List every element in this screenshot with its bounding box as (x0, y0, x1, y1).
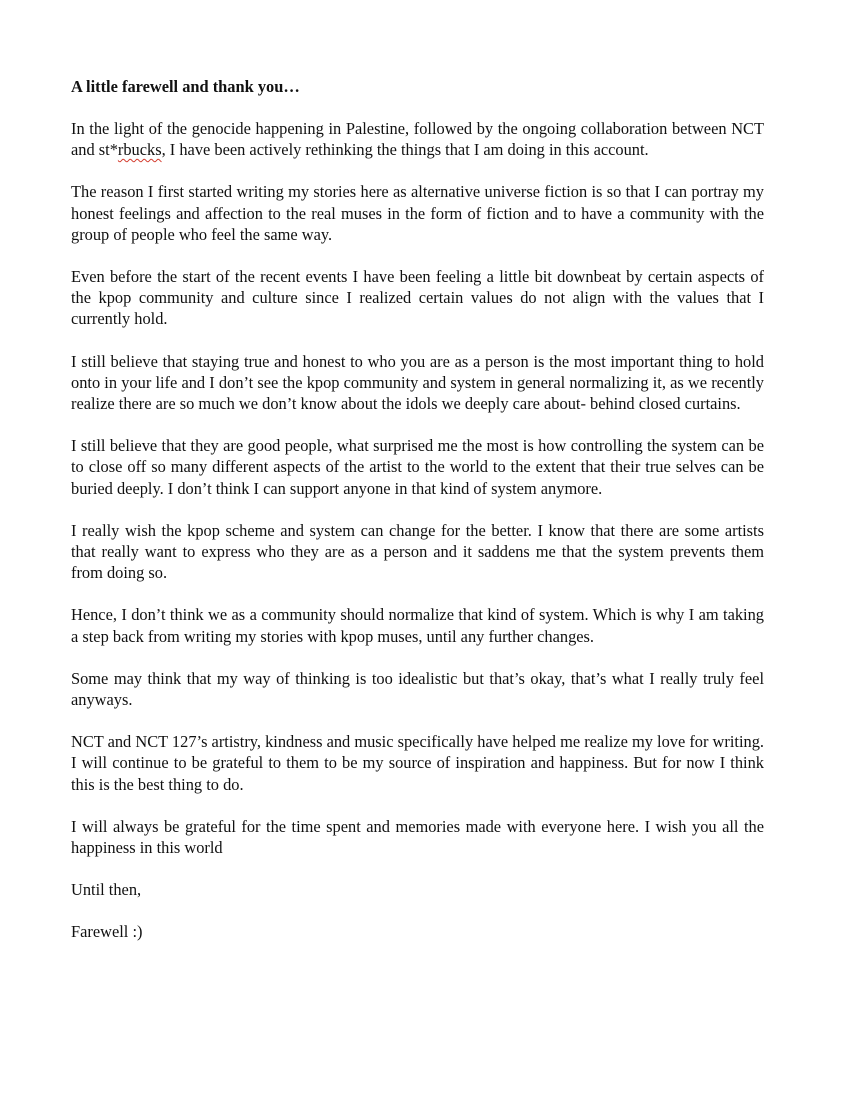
paragraph-9: NCT and NCT 127’s artistry, kindness and music specifically have helped me realize my love for writing. I will continue to be grateful to them to be my source of inspiration and happiness. But for now I think this is the best thing to do. (71, 732, 764, 794)
closing-line: Until then, (71, 880, 142, 900)
paragraph-2: The reason I first started writing my stories here as alternative universe fiction is so that I can portray my honest feelings and affection to the real muses in the form of fiction and to have a community with the group of people who feel the same way. (71, 182, 764, 244)
paragraph-1-start: In the light of the genocide happening in Palestine, followed by the ongoing collaboration between NCT and st* (71, 119, 764, 160)
paragraph-7: Hence, I don’t think we as a community should normalize that kind of system. Which is why I am taking a step back from writing my stories with kpop muses, until any further changes. (71, 605, 764, 646)
signoff-line: Farewell :) (71, 922, 143, 942)
letter-title: A little farewell and thank you… (71, 77, 300, 96)
paragraph-1-end: , I have been actively rethinking the things that I am doing in this account. (161, 140, 649, 160)
spellcheck-flagged-word[interactable]: rbucks (117, 140, 162, 160)
paragraph-4: I still believe that staying true and honest to who you are as a person is the most important thing to hold onto in your life and I don’t see the kpop community and system in general normalizing it, as we recently realize there are so much we don’t know about the idols we deeply care about- behind closed curtains. (71, 351, 764, 414)
paragraph-6: I really wish the kpop scheme and system can change for the better. I know that there are some artists that really want to express who they are as a person and it saddens me that the system prevents them from doing so. (71, 520, 764, 583)
paragraph-10: I will always be grateful for the time spent and memories made with everyone here. I wish you all the happiness in this world (71, 816, 764, 858)
paragraph-3: Even before the start of the recent events I have been feeling a little bit downbeat by certain aspects of the kpop community and culture since I realized certain values do not align with the values that I currently hold. (71, 267, 764, 329)
paragraph-8: Some may think that my way of thinking is too idealistic but that’s okay, that’s what I really truly feel anyways. (71, 668, 764, 710)
paragraph-5: I still believe that they are good people, what surprised me the most is how controlling the system can be to close off so many different aspects of the artist to the world to the extent that their true selves can be buried deeply. I don’t think I can support anyone in that kind of system anymore. (71, 436, 764, 498)
paragraph-1 (71, 118, 764, 160)
